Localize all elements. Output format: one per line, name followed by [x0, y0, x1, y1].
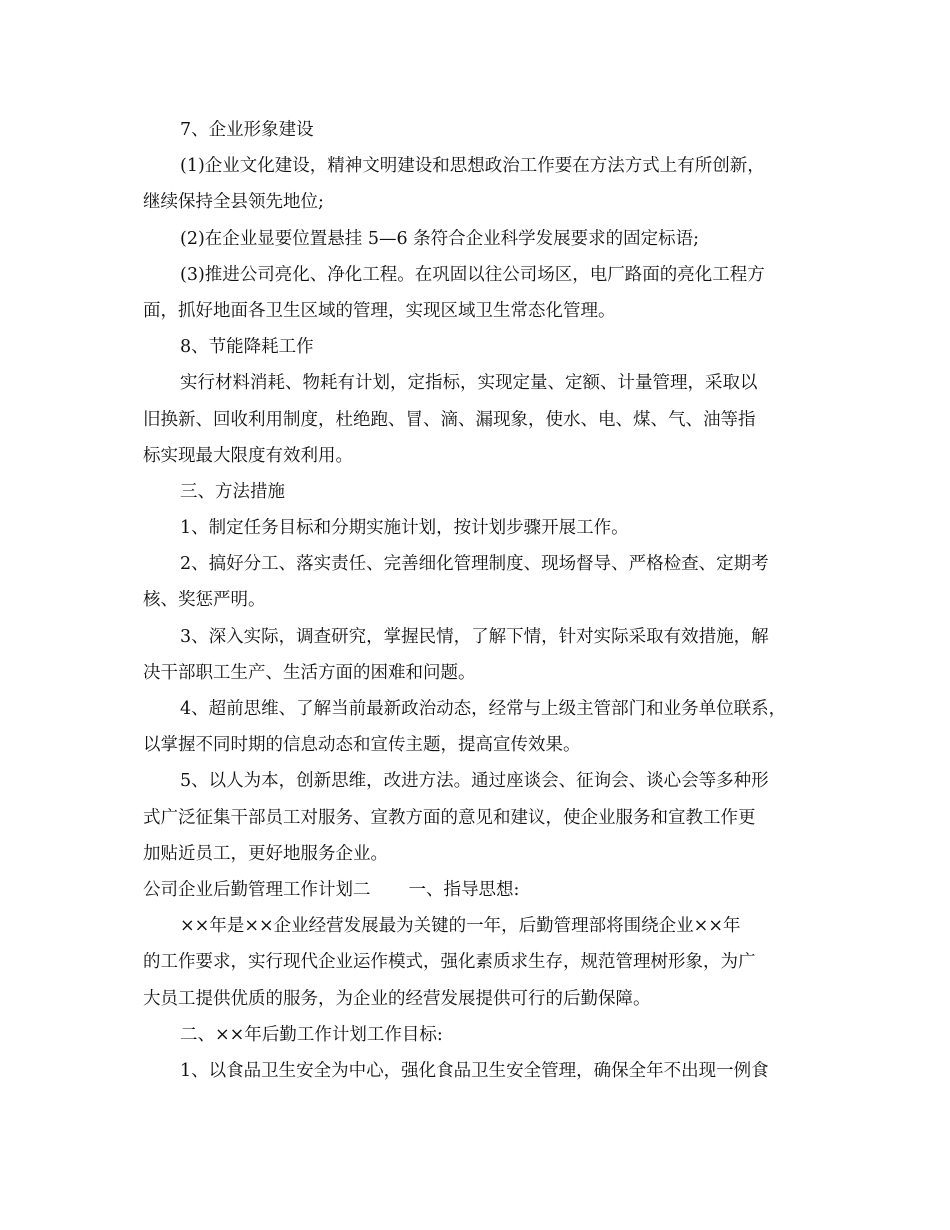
text-line: 8、节能降耗工作: [180, 337, 314, 358]
text-line: 旧换新、回收利用制度，杜绝跑、冒、滴、漏现象，使水、电、煤、气、油等指: [143, 409, 756, 430]
text-line: (1)企业文化建设，精神文明建设和思想政治工作要在方法方式上有所创新，: [180, 156, 765, 177]
text-line: 标实现最大限度有效利用。: [143, 445, 353, 466]
text-line: 继续保持全县领先地位;: [143, 192, 324, 213]
text-line: 4、超前思维、了解当前最新政治动态，经常与上级主管部门和业务单位联系，: [180, 699, 787, 719]
text-line: 的工作要求，实行现代企业运作模式，强化素质求生存，规范管理树形象，为广: [143, 952, 756, 973]
text-line: 加贴近员工，更好地服务企业。: [143, 843, 388, 864]
text-line: 5、以人为本，创新思维，改进方法。通过座谈会、征询会、谈心会等多种形: [180, 771, 769, 792]
heading-subtitle: 一、指导思想:: [408, 879, 520, 900]
text-line: ××年是××企业经营发展最为关键的一年，后勤管理部将围绕企业××年: [180, 916, 741, 937]
text-line: 大员工提供优质的服务，为企业的经营发展提供可行的后勤保障。: [143, 988, 651, 1009]
text-line: (2)在企业显要位置悬挂 5—6 条符合企业科学发展要求的固定标语;: [180, 228, 700, 249]
text-line: 7、企业形象建设: [180, 120, 314, 140]
text-line: 三、方法措施: [180, 481, 285, 502]
text-line: 1、以食品卫生安全为中心，强化食品卫生安全管理，确保全年不出现一例食: [180, 1060, 769, 1081]
text-line: 二、××年后勤工作计划工作目标:: [180, 1024, 443, 1045]
section-heading: [143, 872, 813, 908]
text-line: 3、深入实际，调查研究，掌握民情，了解下情，针对实际采取有效措施，解: [180, 626, 769, 647]
text-line: 面，抓好地面各卫生区域的管理，实现区域卫生常态化管理。: [143, 300, 616, 321]
document-body: [143, 112, 813, 1089]
text-line: 决干部职工生产、生活方面的困难和问题。: [143, 662, 476, 683]
text-line: 核、奖惩严明。: [143, 590, 266, 611]
text-line: 2、搞好分工、落实责任、完善细化管理制度、现场督导、严格检查、定期考: [180, 554, 769, 575]
text-line: 式广泛征集干部员工对服务、宣教方面的意见和建议，使企业服务和宣教工作更: [143, 807, 756, 828]
text-line: 1、制定任务目标和分期实施计划，按计划步骤开展工作。: [180, 518, 629, 539]
text-line: 实行材料消耗、物耗有计划，定指标，实现定量、定额、计量管理，采取以: [180, 373, 758, 394]
heading-title: 公司企业后勤管理工作计划二: [143, 879, 371, 900]
text-line: (3)推进公司亮化、净化工程。在巩固以往公司场区，电厂路面的亮化工程方: [180, 264, 765, 285]
text-line: 以掌握不同时期的信息动态和宣传主题，提高宣传效果。: [143, 735, 581, 756]
